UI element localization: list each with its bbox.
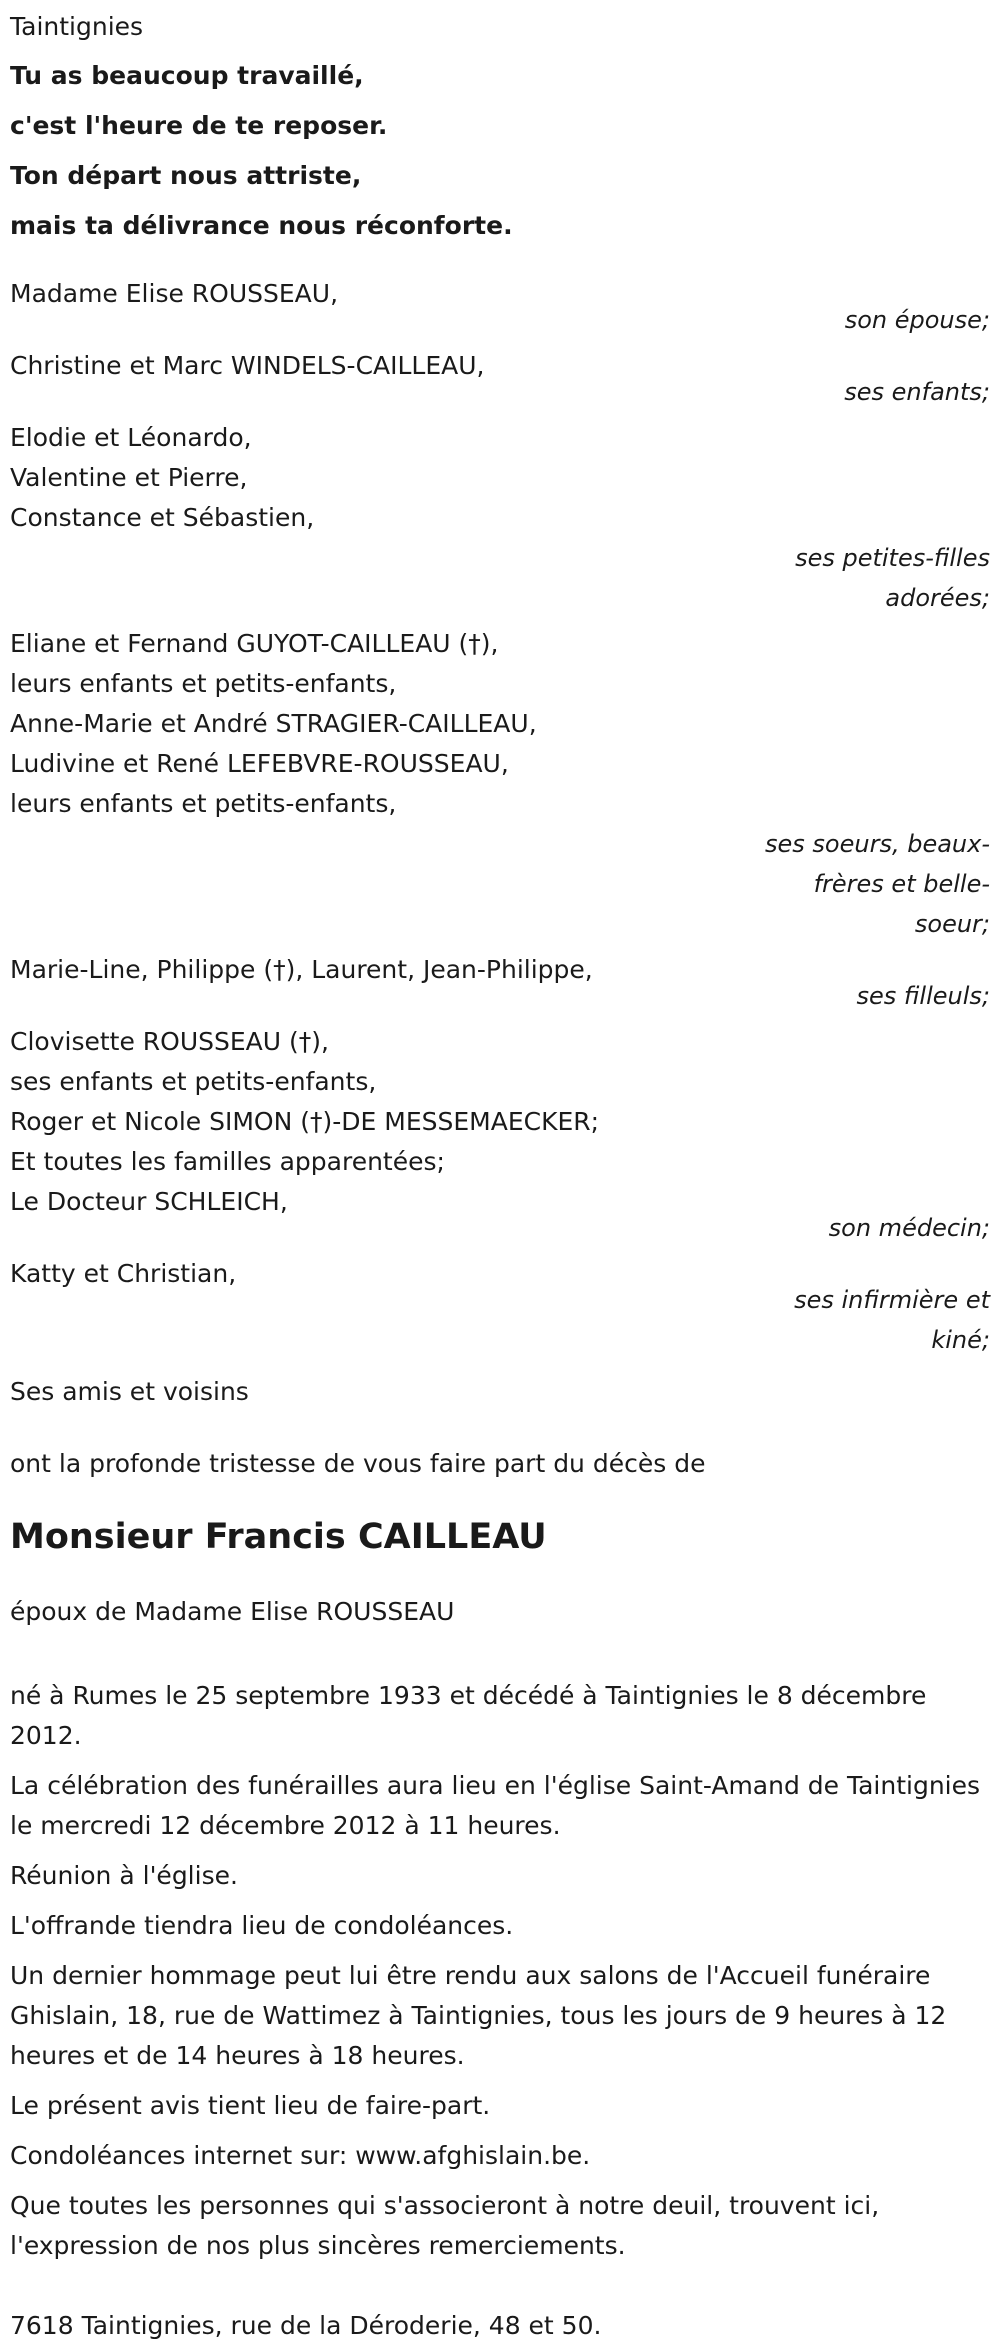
family-name-line: Valentine et Pierre,: [10, 463, 248, 492]
detail-paragraph: né à Rumes le 25 septembre 1933 et décédé à Taintignies le 8 décembre 2012.: [10, 1681, 927, 1750]
deceased-name: Monsieur Francis CAILLEAU: [10, 1517, 547, 1557]
family-name-line: leurs enfants et petits-enfants,: [10, 669, 397, 698]
detail-paragraph: Un dernier hommage peut lui être rendu aux salons de l'Accueil funéraire Ghislain, 18, rue de Wattimez à Taintignies, tous les jours de 9 heures à 12 heures et de 14 heures à 18 heures.: [10, 1961, 947, 2070]
family-group: [10, 274, 990, 340]
poem-line: mais ta délivrance nous réconforte.: [10, 211, 513, 240]
poem-line: c'est l'heure de te reposer.: [10, 111, 388, 140]
family-role: ses filleuls;: [856, 982, 990, 1010]
family-role: ses soeurs, beaux-frères et belle-soeur;: [765, 830, 990, 938]
family-name-line: leurs enfants et petits-enfants,: [10, 789, 397, 818]
family-name-line: Marie-Line, Philippe (†), Laurent, Jean-Philippe,: [10, 955, 593, 984]
detail-paragraph: Réunion à l'église.: [10, 1861, 238, 1890]
detail-paragraph: La célébration des funérailles aura lieu en l'église Saint-Amand de Taintignies le mercredi 12 décembre 2012 à 11 heures.: [10, 1771, 981, 1840]
family-name-line: ses enfants et petits-enfants,: [10, 1067, 377, 1096]
detail-paragraph: Que toutes les personnes qui s'associeront à notre deuil, trouvent ici, l'expression de nos plus sincères remerciements.: [10, 2191, 880, 2260]
town-name: Taintignies: [10, 12, 144, 41]
family-group: [10, 418, 990, 618]
friends-line: Ses amis et voisins: [10, 1377, 249, 1406]
details: [10, 1676, 990, 2266]
poem: [10, 51, 990, 251]
family-name-line: Madame Elise ROUSSEAU,: [10, 279, 339, 308]
deceased-spouse: époux de Madame Elise ROUSSEAU: [10, 1597, 455, 1626]
family-name-line: Constance et Sébastien,: [10, 503, 315, 532]
family-name-line: Eliane et Fernand GUYOT-CAILLEAU (†),: [10, 629, 499, 658]
family-role: ses petites-filles adorées;: [795, 544, 990, 612]
family-group: [10, 1022, 990, 1248]
family-group: [10, 1254, 990, 1360]
family-name-line: Roger et Nicole SIMON (†)-DE MESSEMAECKER;: [10, 1107, 600, 1136]
family-name-line: Anne-Marie et André STRAGIER-CAILLEAU,: [10, 709, 537, 738]
family-group: [10, 346, 990, 412]
family-name-line: Christine et Marc WINDELS-CAILLEAU,: [10, 351, 485, 380]
family-name-line: Et toutes les familles apparentées;: [10, 1147, 445, 1176]
family-group: [10, 624, 990, 944]
family-list: [10, 274, 990, 1360]
family-role: ses enfants;: [844, 378, 990, 406]
family-name-line: Elodie et Léonardo,: [10, 423, 252, 452]
detail-paragraph: Condoléances internet sur: www.afghislain.be.: [10, 2141, 591, 2170]
family-name-line: Le Docteur SCHLEICH,: [10, 1187, 288, 1216]
poem-line: Tu as beaucoup travaillé,: [10, 61, 364, 90]
family-name-line: Katty et Christian,: [10, 1259, 237, 1288]
family-name-line: Ludivine et René LEFEBVRE-ROUSSEAU,: [10, 749, 509, 778]
family-role: ses infirmière et kiné;: [794, 1286, 990, 1354]
family-role: son épouse;: [844, 306, 990, 334]
family-name-line: Clovisette ROUSSEAU (†),: [10, 1027, 329, 1056]
poem-line: Ton départ nous attriste,: [10, 161, 362, 190]
family-role: son médecin;: [828, 1214, 990, 1242]
detail-paragraph: Le présent avis tient lieu de faire-part.: [10, 2091, 491, 2120]
family-group: [10, 950, 990, 1016]
detail-paragraph: L'offrande tiendra lieu de condoléances.: [10, 1911, 514, 1940]
announcement: ont la profonde tristesse de vous faire part du décès de: [10, 1449, 706, 1478]
address: 7618 Taintignies, rue de la Déroderie, 48 et 50.: [10, 2311, 602, 2340]
